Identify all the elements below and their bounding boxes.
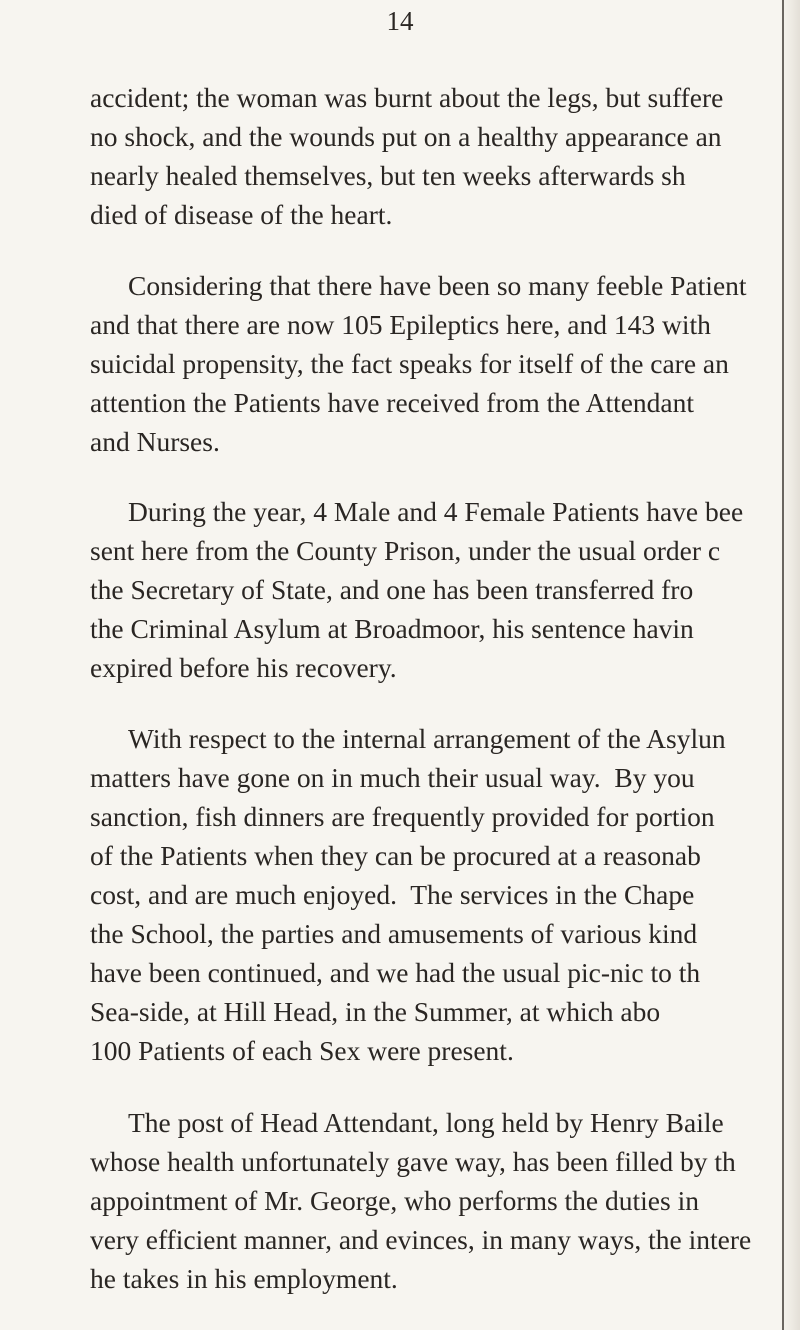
text-line: whose health unfortunately gave way, has been filled by th: [90, 1146, 736, 1177]
text-line: appointment of Mr. George, who performs the duties in: [90, 1185, 699, 1216]
text-line: sanction, fish dinners are frequently provided for portion: [90, 801, 715, 832]
text-line: the Criminal Asylum at Broadmoor, his sentence havin: [90, 613, 694, 644]
text-line: During the year, 4 Male and 4 Female Patients have bee: [128, 496, 744, 527]
text-line: and Nurses.: [90, 426, 220, 457]
text-line: very efficient manner, and evinces, in many ways, the intere: [90, 1224, 752, 1255]
text-line: Sea-side, at Hill Head, in the Summer, at which abo: [90, 996, 661, 1027]
text-line: cost, and are much enjoyed. The services in the Chape: [90, 879, 695, 910]
text-line: the School, the parties and amusements of various kind: [90, 918, 698, 949]
page-edge-rule: [782, 0, 784, 1330]
text-line: died of disease of the heart.: [90, 199, 393, 230]
text-line: accident; the woman was burnt about the legs, but suffere: [90, 82, 724, 113]
text-line: Considering that there have been so many feeble Patient: [128, 270, 747, 301]
text-line: nearly healed themselves, but ten weeks afterwards sh: [90, 160, 686, 191]
text-line: attention the Patients have received from the Attendant: [90, 387, 695, 418]
text-line: suicidal propensity, the fact speaks for itself of the care an: [90, 348, 729, 379]
text-line: and that there are now 105 Epileptics here, and 143 with: [90, 309, 711, 340]
text-line: no shock, and the wounds put on a healthy appearance an: [90, 121, 722, 152]
text-line: expired before his recovery.: [90, 652, 397, 683]
text-line: The post of Head Attendant, long held by Henry Baile: [128, 1107, 724, 1138]
text-line: of the Patients when they can be procured at a reasonab: [90, 840, 701, 871]
text-line: the Secretary of State, and one has been transferred fro: [90, 574, 694, 605]
text-line: matters have gone on in much their usual way. By you: [90, 762, 695, 793]
text-line: have been continued, and we had the usual pic-nic to th: [90, 957, 701, 988]
text-line: With respect to the internal arrangement of the Asylun: [128, 723, 726, 754]
text-line: he takes in his employment.: [90, 1263, 398, 1294]
text-line: sent here from the County Prison, under the usual order c: [90, 535, 721, 566]
page-number: 14: [386, 6, 414, 36]
text-line: 100 Patients of each Sex were present.: [90, 1035, 514, 1066]
